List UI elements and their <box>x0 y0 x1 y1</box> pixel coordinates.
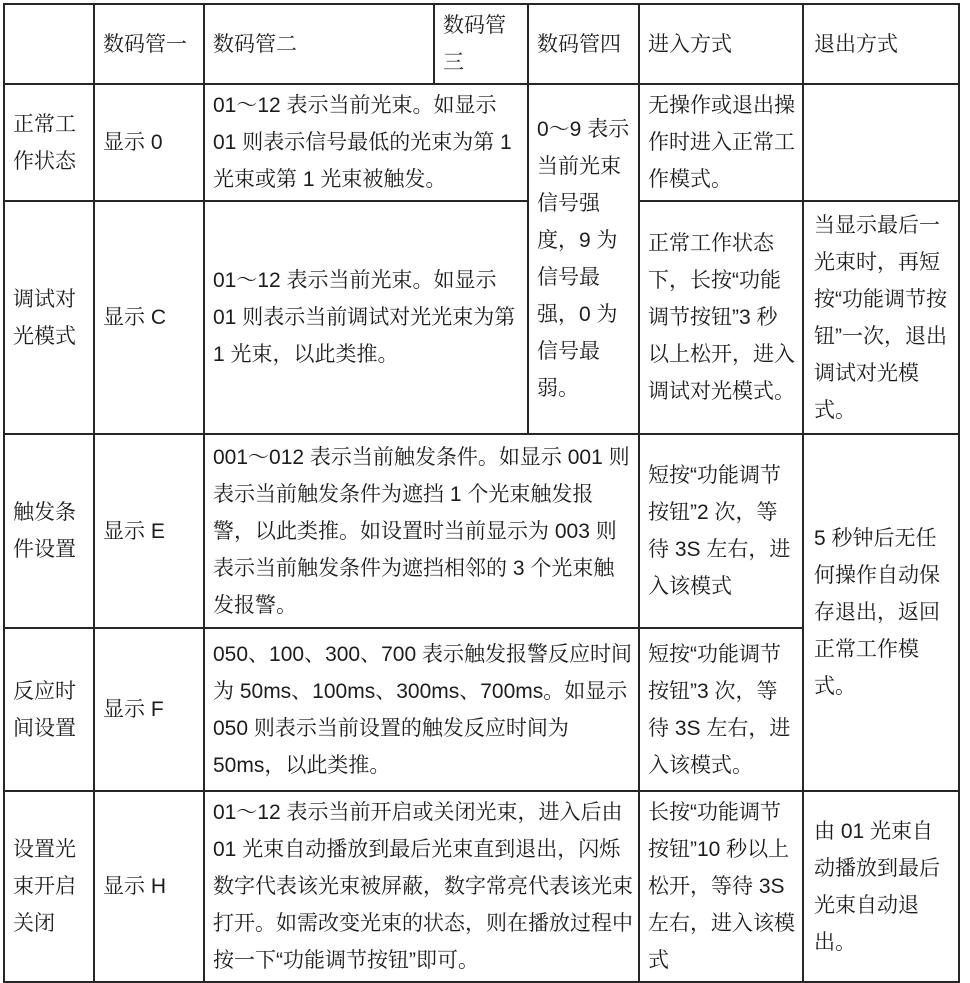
exit-cell-empty <box>803 84 959 201</box>
tube1-cell: 显示 H <box>94 791 204 982</box>
desc-cell: 050、100、300、700 表示触发报警反应时间为 50ms、100ms、300ms、700ms。如显示 050 则表示当前设置的触发反应时间为 50ms，以此类推。 <box>204 628 639 791</box>
enter-cell: 无操作或退出操作时进入正常工作模式。 <box>639 84 803 201</box>
exit-cell: 由 01 光束自动播放到最后光束自动退出。 <box>803 791 959 982</box>
header-exit-method: 退出方式 <box>803 4 959 84</box>
header-mode <box>4 4 94 84</box>
header-enter-method: 进入方式 <box>639 4 803 84</box>
tube1-cell: 显示 0 <box>94 84 204 201</box>
enter-cell: 长按“功能调节按钮”10 秒以上松开，等待 3S 左右，进入该模式 <box>639 791 803 982</box>
desc-cell: 001～012 表示当前触发条件。如显示 001 则表示当前触发条件为遮挡 1 个光束触发报警，以此类推。如设置时当前显示为 003 则表示当前触发条件为遮挡相邻的 3 个光束触发报警。 <box>204 434 639 628</box>
header-tube3: 数码管三 <box>434 4 528 84</box>
header-row <box>4 4 959 84</box>
row-normal-working-state <box>4 84 959 201</box>
manual-page <box>3 3 960 983</box>
desc-cell: 01～12 表示当前光束。如显示 01 则表示信号最低的光束为第 1 光束或第 1 光束被触发。 <box>204 84 528 201</box>
enter-cell: 短按“功能调节按钮”3 次，等待 3S 左右，进入该模式。 <box>639 628 803 791</box>
row-beam-on-off-setting <box>4 791 959 982</box>
mode-cell: 正常工作状态 <box>4 84 94 201</box>
enter-cell: 短按“功能调节按钮”2 次，等待 3S 左右，进入该模式 <box>639 434 803 628</box>
mode-cell: 调试对光模式 <box>4 201 94 434</box>
enter-cell: 正常工作状态下，长按“功能调节按钮”3 秒以上松开，进入调试对光模式。 <box>639 201 803 434</box>
desc-cell: 01～12 表示当前开启或关闭光束，进入后由 01 光束自动播放到最后光束直到退出，闪烁数字代表该光束被屏蔽，数字常亮代表该光束打开。如需改变光束的状态，则在播放过程中按一下“功能调节按钮”即可。 <box>204 791 639 982</box>
exit-merged-cell: 5 秒钟后无任何操作自动保存退出，返回正常工作模式。 <box>803 434 959 791</box>
tube1-cell: 显示 C <box>94 201 204 434</box>
mode-cell: 反应时间设置 <box>4 628 94 791</box>
row-trigger-condition-setting <box>4 434 959 628</box>
tube1-cell: 显示 F <box>94 628 204 791</box>
header-tube2: 数码管二 <box>204 4 434 84</box>
tube1-cell: 显示 E <box>94 434 204 628</box>
mode-cell: 触发条件设置 <box>4 434 94 628</box>
exit-cell: 当显示最后一光束时，再短按“功能调节按钮”一次，退出调试对光模式。 <box>803 201 959 434</box>
digit-tube-mode-table <box>3 3 960 983</box>
desc-cell: 01～12 表示当前光束。如显示 01 则表示当前调试对光光束为第 1 光束，以此类推。 <box>204 201 528 434</box>
header-tube4: 数码管四 <box>528 4 639 84</box>
tube4-merged-cell: 0～9 表示当前光束信号强度，9 为信号最强，0 为信号最弱。 <box>528 84 639 434</box>
mode-cell: 设置光束开启关闭 <box>4 791 94 982</box>
row-debug-alignment-mode <box>4 201 959 434</box>
header-tube1: 数码管一 <box>94 4 204 84</box>
